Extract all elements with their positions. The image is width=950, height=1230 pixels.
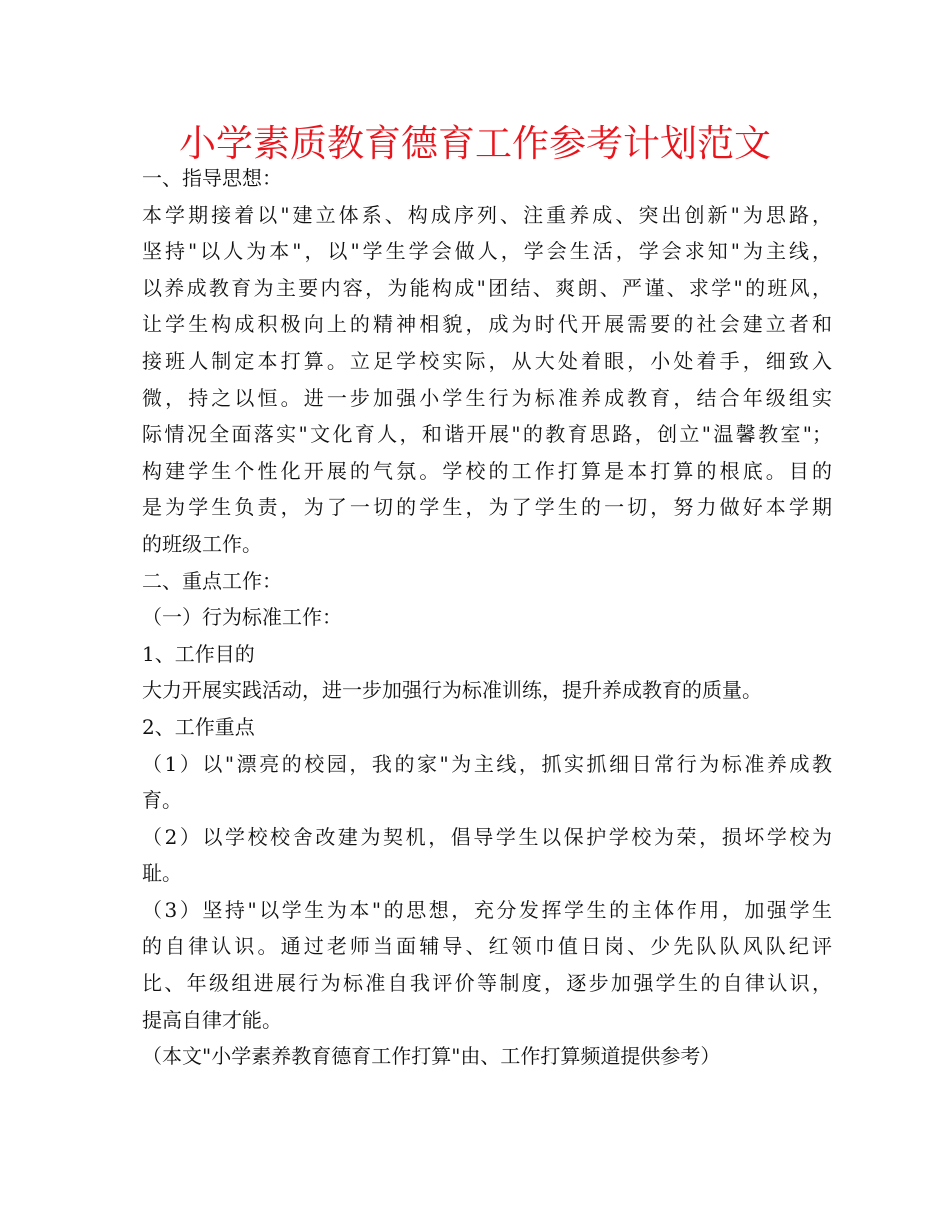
document-line: （一）行为标准工作： xyxy=(142,605,342,630)
document-line: 1、工作目的 xyxy=(142,641,255,666)
document-line: 让学生构成积极向上的精神相貌，成为时代开展需要的社会建立者和 xyxy=(142,312,832,337)
document-line: 以养成教育为主要内容，为能构成"团结、爽朗、严谨、求学"的班风， xyxy=(142,275,832,300)
document-line: 二、重点工作： xyxy=(142,568,282,593)
document-line: （2）以学校校舍改建为契机，倡导学生以保护学校为荣，损坏学校为 xyxy=(142,824,832,849)
document-line: 是为学生负责，为了一切的学生，为了学生的一切，努力做好本学期 xyxy=(142,495,832,520)
document-line: 坚持"以人为本"，以"学生学会做人，学会生活，学会求知"为主线， xyxy=(142,239,832,264)
document-line: 比、年级组进展行为标准自我评价等制度，逐步加强学生的自律认识， xyxy=(142,971,832,996)
document-line: 接班人制定本打算。立足学校实际，从大处着眼，小处着手，细致入 xyxy=(142,348,832,373)
document-line: 际情况全面落实"文化育人，和谐开展"的教育思路，创立"温馨教室"； xyxy=(142,422,832,447)
document-line: 微，持之以恒。进一步加强小学生行为标准养成教育，结合年级组实 xyxy=(142,385,832,410)
document-line: （本文"小学素养教育德育工作打算"由、工作打算频道提供参考） xyxy=(142,1044,721,1069)
document-line: 2、工作重点 xyxy=(142,714,255,739)
document-line: 的自律认识。通过老师当面辅导、红领巾值日岗、少先队队风队纪评 xyxy=(142,934,832,959)
document-line: 育。 xyxy=(142,788,182,813)
document-line: 一、指导思想： xyxy=(142,166,282,190)
document-line: （1）以"漂亮的校园，我的家"为主线，抓实抓细日常行为标准养成教 xyxy=(142,751,832,776)
document-title: 小学素质教育德育工作参考计划范文 xyxy=(179,122,771,165)
document-line: 本学期接着以"建立体系、构成序列、注重养成、突出创新"为思路， xyxy=(142,202,832,227)
document-body xyxy=(142,160,832,1075)
document-line: 耻。 xyxy=(142,861,182,886)
document-line: （3）坚持"以学生为本"的思想，充分发挥学生的主体作用，加强学生 xyxy=(142,897,832,922)
document-line: 的班级工作。 xyxy=(142,531,262,556)
document-line: 提高自律才能。 xyxy=(142,1007,282,1032)
document-line: 构建学生个性化开展的气氛。学校的工作打算是本打算的根底。目的 xyxy=(142,458,832,483)
document-line: 大力开展实践活动，进一步加强行为标准训练，提升养成教育的质量。 xyxy=(142,678,762,703)
